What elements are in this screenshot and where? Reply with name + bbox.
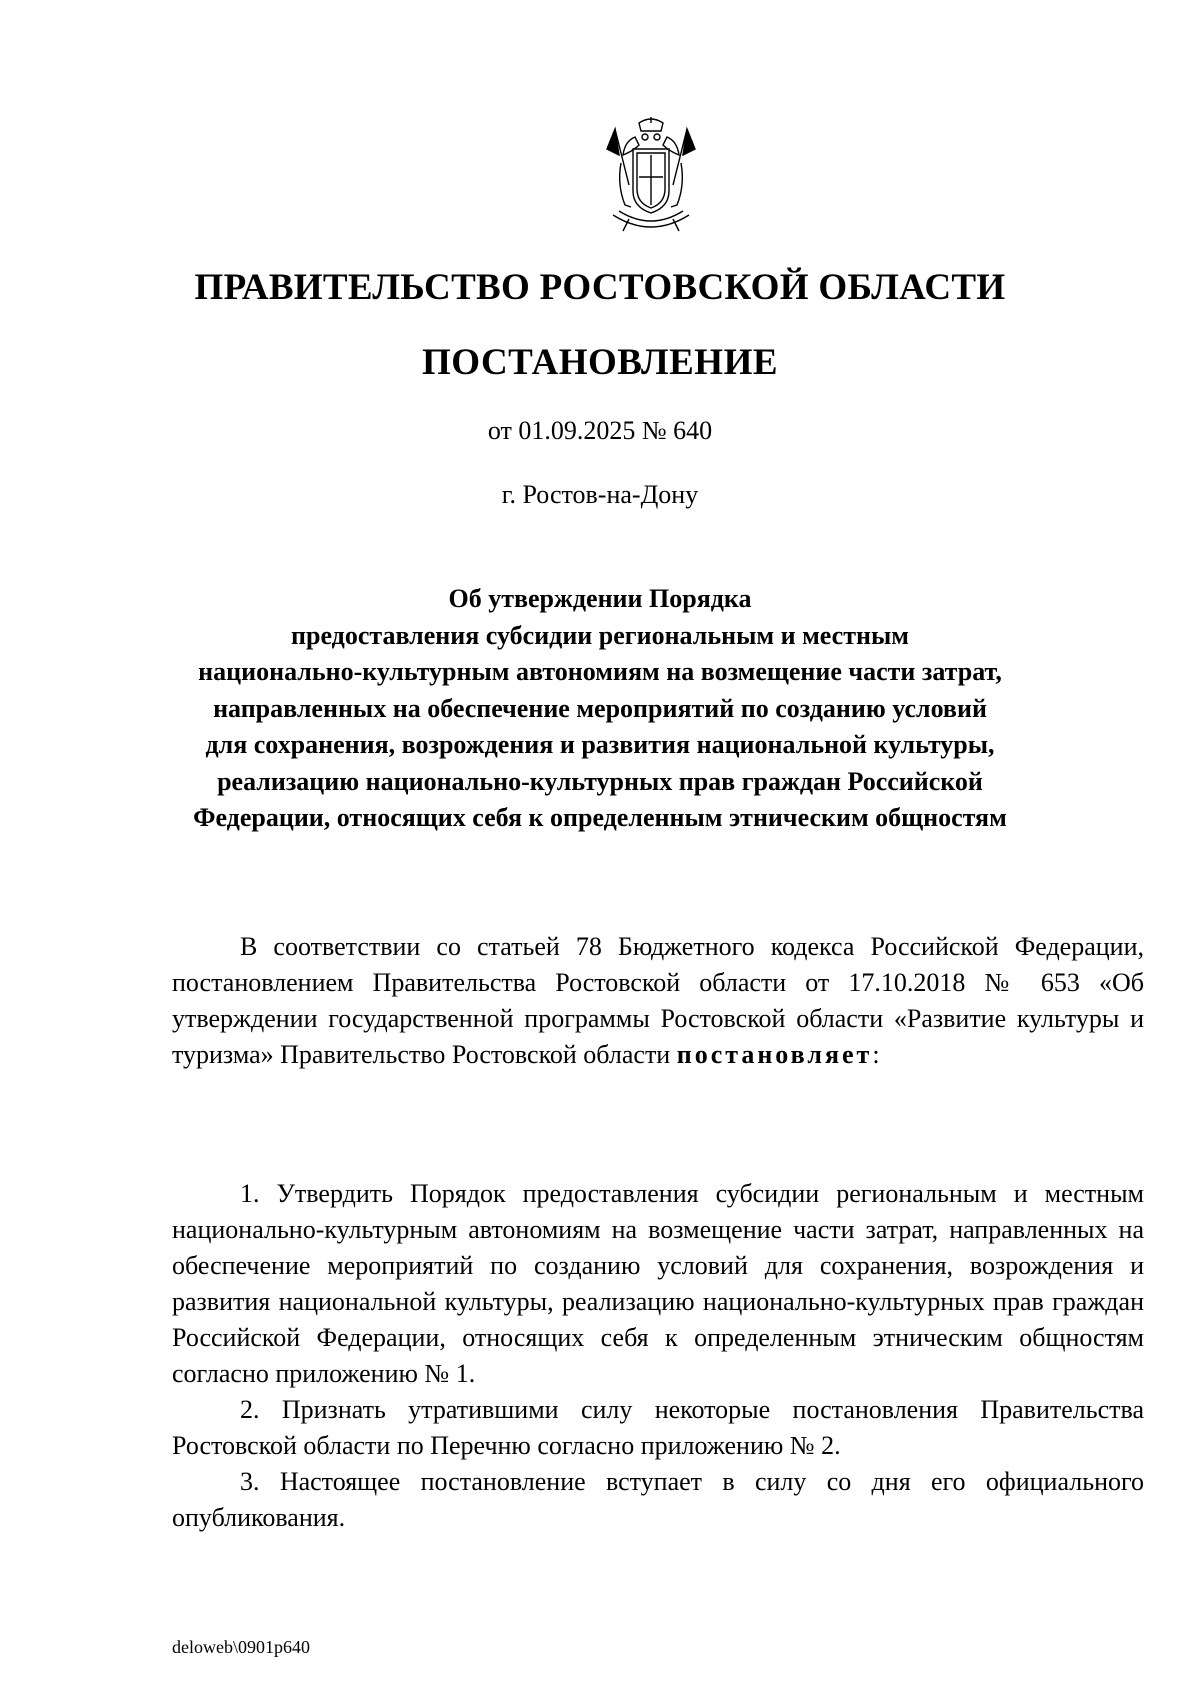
subject-line: реализацию национально-культурных прав граждан Российской: [217, 766, 983, 796]
preamble-text: В соответствии со статьей 78 Бюджетного кодекса Российской Федерации, постановлением Правительства Ростовской области от 17.10.2018 № 653 «Об утверждении государственной программы Ростовской области «Развитие культуры и туризма» Правительство Ростовской области: [172, 932, 1144, 1069]
item-text: 2. Признать утратившими силу некоторые постановления Правительства Ростовской области по Перечню согласно приложению № 2.: [172, 1395, 1144, 1460]
document-subject: [160, 581, 1040, 837]
document-type: ПОСТАНОВЛЕНИЕ: [421, 342, 779, 383]
subject-line: направленных на обеспечение мероприятий по созданию условий: [213, 693, 987, 723]
resolves-word: постановляет: [676, 1040, 873, 1069]
item-paragraph-2: [172, 1392, 1144, 1464]
subject-line: для сохранения, возрождения и развития национальной культуры,: [205, 730, 995, 759]
footer-document-code: deloweb\0901p640: [172, 1637, 310, 1657]
preamble-colon: :: [872, 1040, 880, 1069]
item-paragraph-3: [172, 1464, 1144, 1536]
item-text: 1. Утвердить Порядок предоставления субсидии региональным и местным национально-культурным автономиям на возмещение части затрат, направленных на обеспечение мероприятий по созданию условий для сохранения, возрождения и развития национальной культуры, реализацию национально-культурных прав граждан Российской Федерации, относящих себя к определенным этническим общностям согласно приложению № 1.: [172, 1179, 1144, 1388]
preamble-paragraph: [172, 929, 1144, 1073]
document-date-number: от 01.09.2025 № 640: [487, 416, 713, 445]
item-text: 3. Настоящее постановление вступает в силу со дня его официального опубликования.: [172, 1467, 1144, 1532]
organization-title: ПРАВИТЕЛЬСТВО РОСТОВСКОЙ ОБЛАСТИ: [194, 267, 1006, 308]
subject-line: Об утверждении Порядка: [448, 584, 752, 613]
subject-line: предоставления субсидии региональным и местным: [291, 620, 909, 650]
subject-line: национально-культурным автономиям на возмещение части затрат,: [198, 657, 1002, 686]
item-paragraph-1: [172, 1176, 1144, 1392]
coat-of-arms-icon: [599, 115, 703, 239]
subject-line: Федерации, относящих себя к определенным этническим общностям: [193, 803, 1007, 832]
document-place: г. Ростов-на-Дону: [501, 480, 699, 509]
